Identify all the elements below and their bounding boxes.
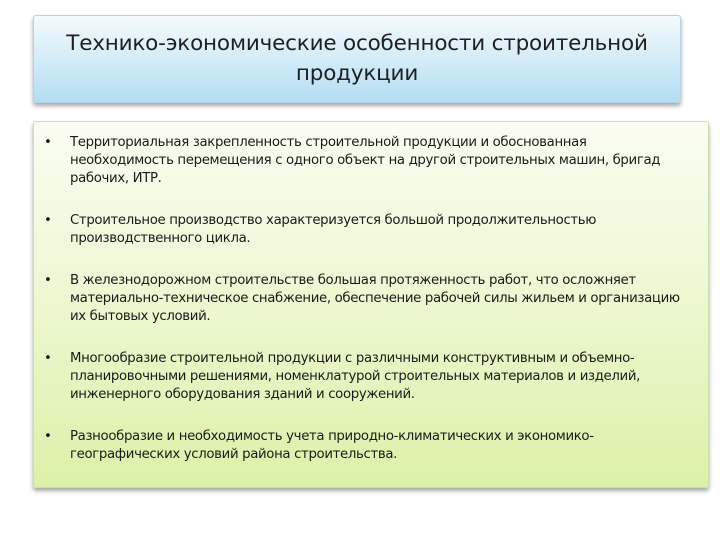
bullet-text: Многообразие строительной продукции с различными конструктивным и объемно-планировочными решениями, номенклатурой строительных материалов и изделий, инженерного оборудования зданий и сооружений.	[70, 351, 640, 402]
bullet-text: Разнообразие и необходимость учета природно-климатических и экономико-географических условий района строительства.	[70, 429, 594, 462]
slide-content-box	[33, 121, 709, 488]
slide-title-box	[33, 15, 681, 103]
bullet-item	[44, 428, 694, 464]
bullet-item	[44, 212, 694, 248]
bullet-dot-icon: •	[44, 351, 52, 366]
bullet-text: Строительное производство характеризуется большой продолжительностью производственного цикла.	[70, 213, 597, 246]
slide-title: Технико-экономические особенности строительной продукции	[66, 31, 648, 86]
bullet-item	[44, 350, 694, 404]
bullet-text: Территориальная закрепленность строительной продукции и обоснованная необходимость перемещения с одного объект на другой строительных машин, бригад рабочих, ИТР.	[70, 135, 661, 186]
bullet-text: В железнодорожном строительстве большая протяженность работ, что осложняет материально-техническое снабжение, обеспечение рабочей силы жильем и организацию их бытовых условий.	[70, 273, 680, 324]
bullet-dot-icon: •	[44, 273, 52, 288]
bullet-item	[44, 134, 694, 188]
bullet-dot-icon: •	[44, 429, 52, 444]
bullet-dot-icon: •	[44, 213, 52, 228]
bullet-dot-icon: •	[44, 135, 52, 150]
bullet-item	[44, 272, 694, 326]
bullet-list	[44, 134, 694, 464]
